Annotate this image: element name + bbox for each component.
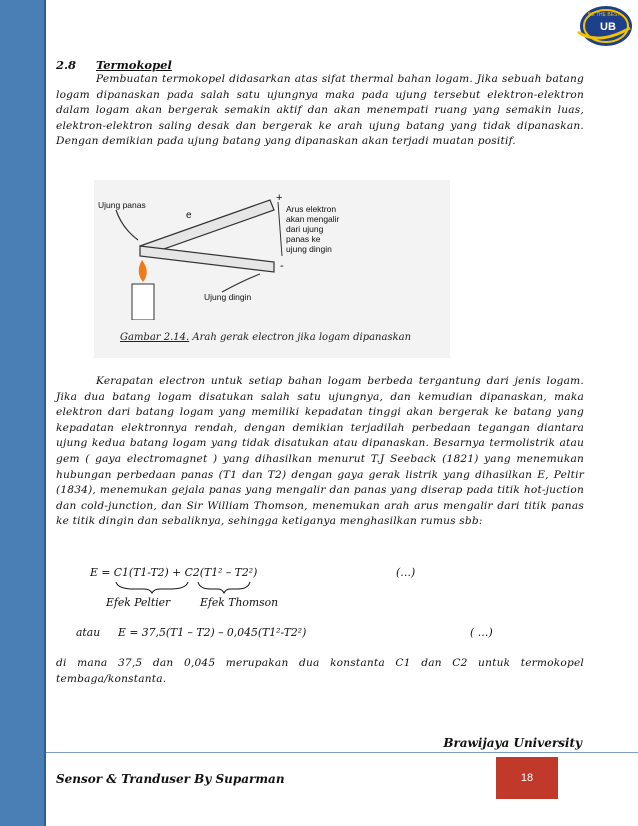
equation-2-prefix: atau — [76, 626, 101, 639]
arrow-note-line: Arus elektron — [286, 204, 337, 214]
equation-braces — [92, 580, 252, 594]
upper-rod — [140, 200, 274, 256]
equation-1-ref: (…) — [396, 566, 416, 579]
university-logo — [538, 2, 634, 48]
paragraph-constants: di mana 37,5 dan 0,045 merupakan dua konstanta C1 dan C2 untuk termokopel tembaga/konstanta. — [56, 657, 584, 685]
hot-end-arrow — [116, 210, 138, 240]
flame-icon — [139, 260, 147, 282]
arrow-note-line: akan mengalir — [286, 214, 340, 224]
left-sidebar-band — [0, 0, 44, 826]
arrow-note-line: ujung dingin — [286, 244, 332, 254]
footer-book-title: Sensor & Tranduser By Suparman — [56, 772, 285, 786]
lower-rod — [140, 246, 274, 272]
arrow-note-line: panas ke — [286, 234, 321, 244]
paragraph-explanation: Kerapatan electron untuk setiap bahan logam berbeda tergantung dari jenis logam. Jika dua batang logam disatukan salah satu ujungnya, dan kemudian dipanaskan, maka elektron dari batang logam yang memiliki kepadatan tinggi akan bergerak ke batang yang kepadatan elektronnya rendah, dengan demikian terjadilah perbedaan tegangan diantara ujung kedua batang logam yang tidak disatukan atau dipanaskan. Besarnya termolistrik atau gem ( gaya electromagnet ) yang dihasilkan menurut T.J Seeback (1821) yang menemukan hubungan perbedaan panas (T1 dan T2) dengan gaya gerak listrik yang dihasilkan E, Peltir (1834), menemukan gejala panas yang mengalir dan panas yang diserap pada titik hot-juction dan cold-junction, dan Sir William Thomson, menemukan arah arus mengalir dari titik panas ke titik dingin dan sebaliknya, sehingga ketiganya menghasilkan rumus sbb: — [56, 375, 584, 528]
footer-university: Brawijaya University — [443, 736, 582, 750]
footer-divider — [46, 752, 638, 753]
label-peltier-effect: Efek Peltier — [106, 596, 171, 609]
candle — [132, 284, 154, 320]
equation-1: E = C1(T1-T2) + C2(T1² – T2²) — [90, 566, 258, 579]
section-number: 2.8 — [56, 58, 77, 72]
arrow-note — [286, 204, 339, 254]
section-title: Termokopel — [96, 58, 172, 72]
caption-text: Arah gerak electron jika logam dipanaskan — [192, 332, 412, 343]
page-number: 18 — [496, 757, 558, 799]
figure-thermocouple — [94, 180, 450, 358]
figure-caption — [120, 332, 411, 343]
caption-number: Gambar 2.14. — [120, 332, 190, 343]
label-thomson-effect: Efek Thomson — [200, 596, 279, 609]
equation-2: E = 37,5(T1 – T2) – 0,045(T1²-T2²) — [118, 626, 307, 639]
section-heading — [56, 58, 172, 72]
label-minus: - — [280, 260, 284, 272]
figure-diagram — [94, 180, 450, 320]
label-electron: e — [186, 210, 192, 221]
equation-2-ref: ( …) — [470, 626, 493, 639]
cold-end-arrow — [222, 274, 260, 292]
arrow-note-line: dari ujung — [286, 224, 324, 234]
label-cold-end: Ujung dingin — [204, 292, 252, 302]
paragraph-intro: Pembuatan termokopel didasarkan atas sifat thermal bahan logam. Jika sebuah batang logam dipanaskan pada salah satu ujungnya maka pada ujung tersebut elektron-elektron dalam logam akan bergerak semakin aktif dan akan menempati ruang yang semakin luas, elektron-elektron saling desak dan bergerak ke arah ujung batang yang tidak dipanaskan. Dengan demikian pada ujung batang yang dipanaskan akan terjadi muatan positif. — [56, 73, 584, 148]
sidebar-edge — [44, 0, 46, 826]
svg-text:BE THE BEST: BE THE BEST — [588, 12, 621, 18]
label-hot-end: Ujung panas — [98, 200, 146, 210]
svg-text:UB: UB — [600, 21, 616, 33]
label-plus: + — [276, 192, 283, 204]
